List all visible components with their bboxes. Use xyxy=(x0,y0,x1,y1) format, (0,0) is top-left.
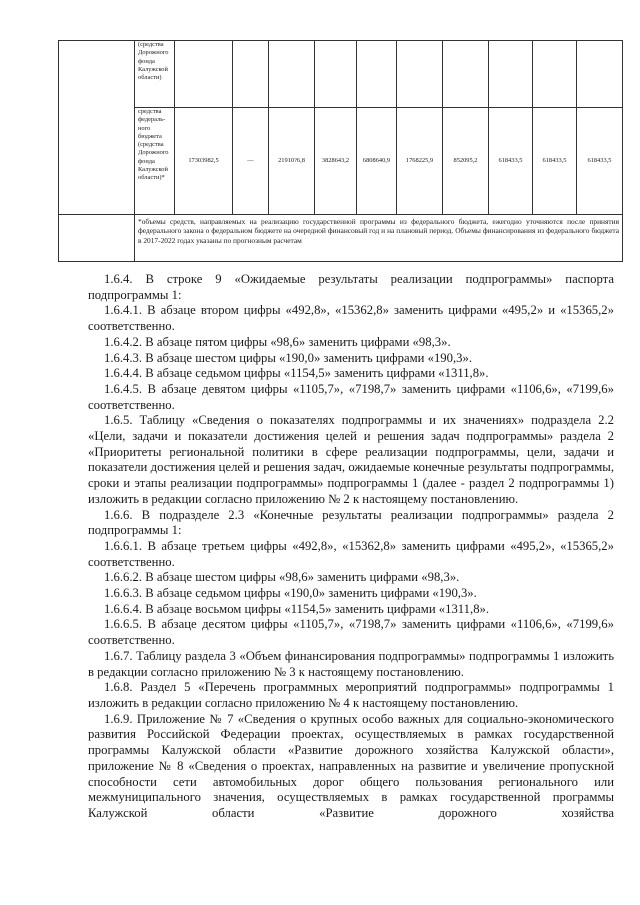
value-cell: 618433,5 xyxy=(577,108,623,215)
table-cell xyxy=(357,41,397,108)
table-row xyxy=(59,215,623,262)
paragraph: 1.6.5. Таблицу «Сведения о показателях подпрограммы и их значениях» подраздела 2.2 «Цели, задачи и показатели достижения целей и решения задач подпрограммы» раздела 2 «Приоритеты региональной политики в сфере реализации подпрограммы, цели, задачи и показатели достижения целей и решения задач, ожидаемые конечные результаты подпрограммы, сроки и этапы реализации подпрограммы» подпрограммы 1 (далее - раздел 2 подпрограммы 1) изложить в редакции согласно приложению № 2 к настоящему постановлению. xyxy=(88,413,614,506)
funding-source-cell: (средства Дорожного фонда Калужской области) xyxy=(135,41,175,108)
value-cell: 6808640,9 xyxy=(357,108,397,215)
value-cell: 618433,5 xyxy=(533,108,577,215)
table-cell xyxy=(443,41,489,108)
table-cell xyxy=(175,41,233,108)
value-cell: 1768225,9 xyxy=(397,108,443,215)
paragraph: 1.6.9. Приложение № 7 «Сведения о крупных особо важных для социально-экономического развития Российской Федерации проектах, осуществляемых в рамках государственной программы Калужской области «Развитие дорожного хозяйства Калужской области», приложение № 8 «Сведения о проектах, направленных на развитие и увеличение пропускной способности сети автомобильных дорог общего пользования регионального или межмуниципального значения, осуществляемых в рамках государственной программы Калужской области «Развитие дорожного хозяйства xyxy=(88,711,614,820)
table-cell-empty xyxy=(59,215,135,262)
table-footnote: *объемы средств, направляемых на реализацию государственной программы из федерального бюджета, ежегодно уточняются после принятия федерального закона о федеральном бюджете на очередной финансовый год и на плановый период. Объемы финансирования из федерального бюджета в 2017-2022 годах указаны по прогнозным расчетам xyxy=(135,215,623,262)
table-cell xyxy=(577,41,623,108)
paragraph: 1.6.8. Раздел 5 «Перечень программных мероприятий подпрограммы» подпрограммы 1 изложить в редакции согласно приложению № 4 к настоящему постановлению. xyxy=(88,680,614,710)
value-cell: 852095,2 xyxy=(443,108,489,215)
table-cell xyxy=(397,41,443,108)
paragraph: 1.6.4.5. В абзаце девятом цифры «1105,7», «7198,7» заменить цифрами «1106,6», «7199,6» соответственно. xyxy=(88,381,614,412)
paragraph: 1.6.4. В строке 9 «Ожидаемые результаты реализации подпрограммы» паспорта подпрограммы 1: xyxy=(88,272,614,302)
paragraph: 1.6.6.4. В абзаце восьмом цифры «1154,5» заменить цифрами «1311,8». xyxy=(104,601,490,616)
funding-source-cell: средства федераль- ного бюджета (средства Дорожного фонда Калужской области)* xyxy=(135,108,175,215)
table-cell xyxy=(533,41,577,108)
value-cell: 17303982,5 xyxy=(175,108,233,215)
financing-table xyxy=(58,40,623,262)
table-cell xyxy=(233,41,269,108)
paragraph: 1.6.6.2. В абзаце шестом цифры «98,6» заменить цифрами «98,3». xyxy=(104,570,460,585)
value-cell: 618433,5 xyxy=(489,108,533,215)
value-cell: 3828643,2 xyxy=(315,108,357,215)
paragraph: 1.6.4.1. В абзаце втором цифры «492,8», «15362,8» заменить цифрами «495,2» и «15365,2» соответственно. xyxy=(88,303,614,334)
table-cell xyxy=(489,41,533,108)
value-cell: 21910?6,8 xyxy=(269,108,315,215)
table-cell xyxy=(315,41,357,108)
paragraph: 1.6.6. В подразделе 2.3 «Конечные результаты реализации подпрограммы» раздела 2 подпрограммы 1: xyxy=(88,507,614,538)
table-cell xyxy=(269,41,315,108)
paragraph: 1.6.4.2. В абзаце пятом цифры «98,6» заменить цифрами «98,3». xyxy=(104,334,451,349)
paragraph: 1.6.7. Таблицу раздела 3 «Объем финансирования подпрограммы» подпрограммы 1 изложить в редакции согласно приложению № 3 к настоящему постановлению. xyxy=(88,648,614,679)
document-body xyxy=(88,272,614,822)
paragraph: 1.6.4.4. В абзаце седьмом цифры «1154,5» заменить цифрами «1311,8». xyxy=(104,366,489,381)
paragraph: 1.6.6.1. В абзаце третьем цифры «492,8», «15362,8» заменить цифрами «495,2», «15365,2» соответственно. xyxy=(88,538,614,569)
paragraph: 1.6.6.3. В абзаце седьмом цифры «190,0» заменить цифрами «190,3». xyxy=(104,586,477,601)
value-cell: — xyxy=(233,108,269,215)
paragraph: 1.6.6.5. В абзаце десятом цифры «1105,7», «7198,7» заменить цифрами «1106,6», «7199,6» соответственно. xyxy=(88,617,614,648)
paragraph: 1.6.4.3. В абзаце шестом цифры «190,0» заменить цифрами «190,3». xyxy=(104,350,473,365)
table-cell-empty xyxy=(59,41,135,215)
table-row xyxy=(59,108,623,215)
table-row xyxy=(59,41,623,108)
